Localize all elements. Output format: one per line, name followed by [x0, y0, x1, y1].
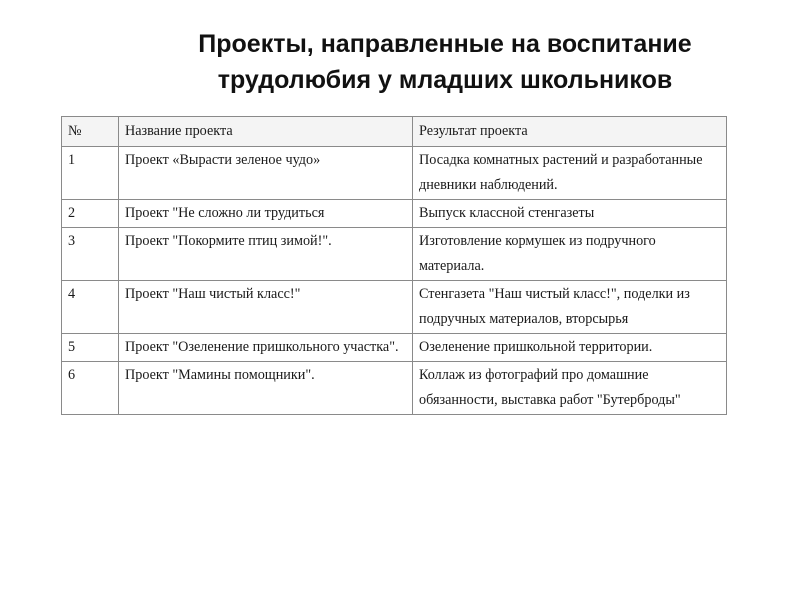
- row-project-result: Посадка комнатных растений и разработанные дневники наблюдений.: [413, 147, 727, 200]
- row-project-name: Проект "Не сложно ли трудиться: [119, 200, 413, 228]
- row-number: 2: [62, 200, 119, 228]
- row-project-result: Стенгазета "Наш чистый класс!", поделки из подручных материалов, вторсырья: [413, 281, 727, 334]
- table-row: [62, 228, 727, 281]
- slide-title: [100, 26, 790, 98]
- header-project-result: Результат проекта: [413, 117, 727, 147]
- row-project-name: Проект "Наш чистый класс!": [119, 281, 413, 334]
- slide-title-line-2: трудолюбия у младших школьников: [217, 66, 673, 94]
- table-header-row: [62, 117, 727, 147]
- header-project-name: Название проекта: [119, 117, 413, 147]
- row-number: 6: [62, 362, 119, 415]
- table-row: [62, 334, 727, 362]
- projects-table: [61, 116, 727, 415]
- row-project-result: Изготовление кормушек из подручного материала.: [413, 228, 727, 281]
- header-number: №: [62, 117, 119, 147]
- row-project-result: Озеленение пришкольной территории.: [413, 334, 727, 362]
- slide-title-line-1: Проекты, направленные на воспитание: [198, 30, 692, 58]
- row-project-result: Выпуск классной стенгазеты: [413, 200, 727, 228]
- table-row: [62, 362, 727, 415]
- row-project-name: Проект "Озеленение пришкольного участка".: [119, 334, 413, 362]
- row-number: 5: [62, 334, 119, 362]
- row-project-name: Проект "Мамины помощники".: [119, 362, 413, 415]
- row-project-result: Коллаж из фотографий про домашние обязанности, выставка работ "Бутерброды": [413, 362, 727, 415]
- row-project-name: Проект "Покормите птиц зимой!".: [119, 228, 413, 281]
- table-row: [62, 281, 727, 334]
- table-row: [62, 147, 727, 200]
- row-project-name: Проект «Вырасти зеленое чудо»: [119, 147, 413, 200]
- row-number: 4: [62, 281, 119, 334]
- row-number: 3: [62, 228, 119, 281]
- row-number: 1: [62, 147, 119, 200]
- table-row: [62, 200, 727, 228]
